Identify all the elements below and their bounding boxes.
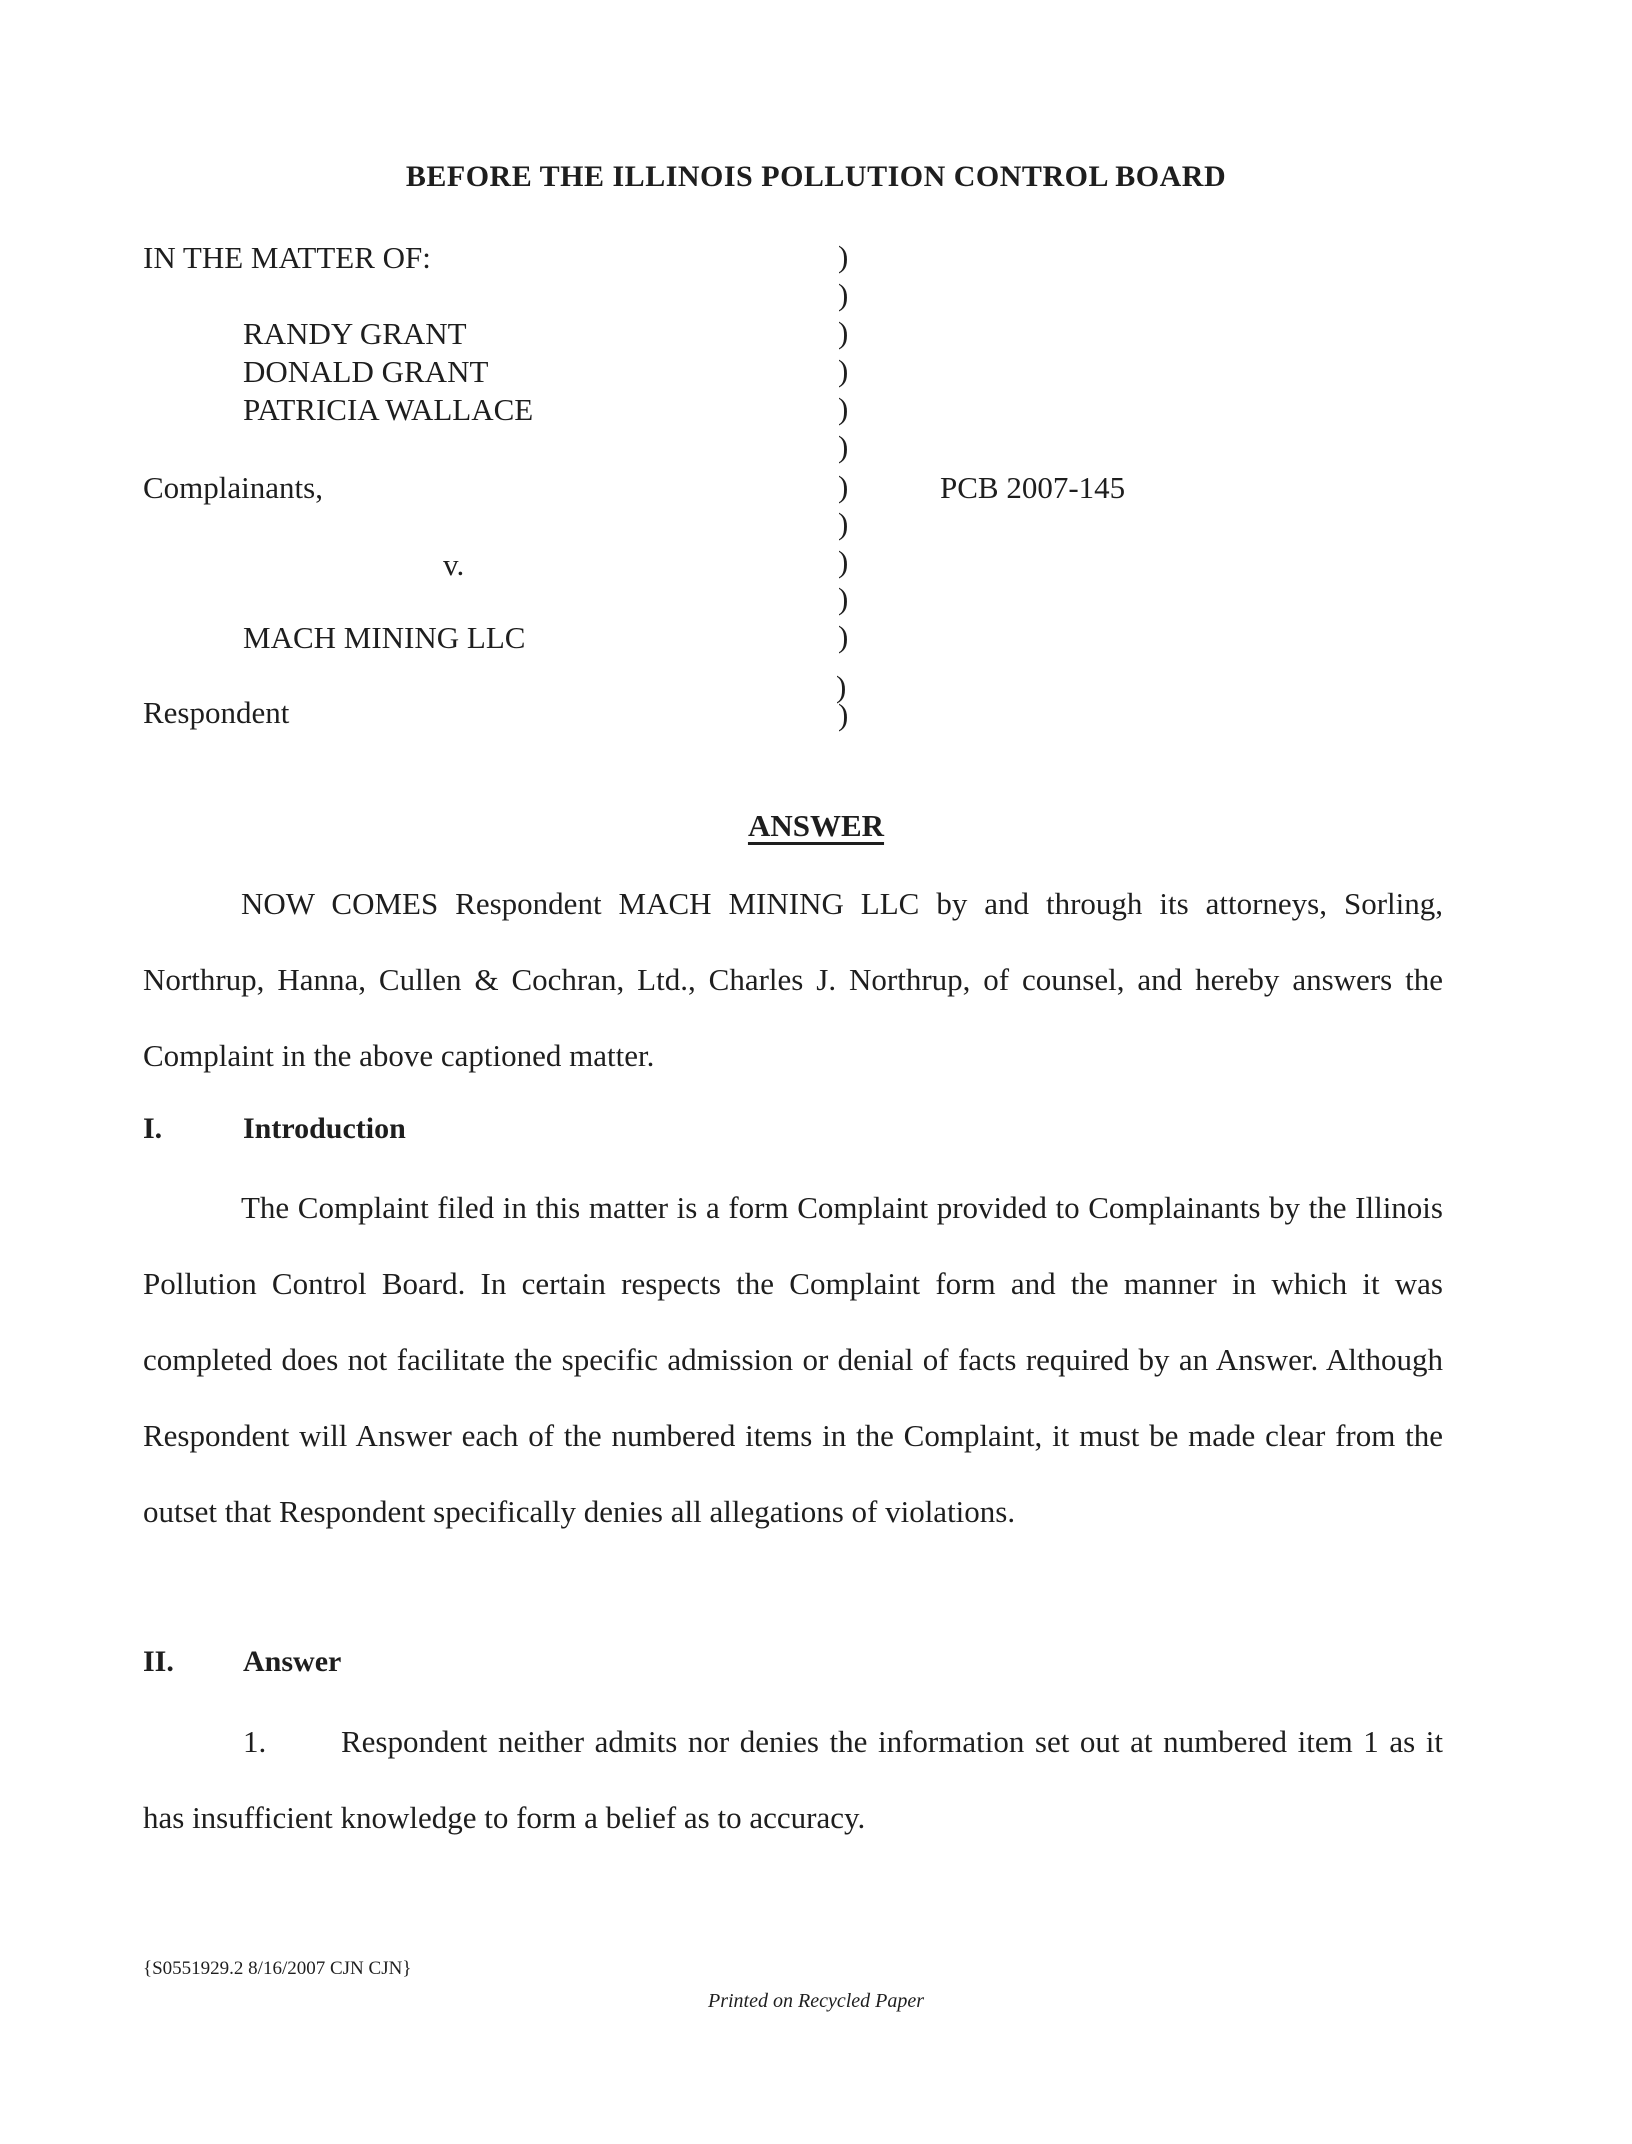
- answer-heading: [0, 808, 1632, 844]
- complainant-name: RANDY GRANT: [243, 316, 467, 351]
- answer-heading-text: ANSWER: [747, 808, 885, 843]
- complainant-name: PATRICIA WALLACE: [243, 392, 534, 427]
- complainants-label: Complainants,: [143, 470, 323, 505]
- page-title: BEFORE THE ILLINOIS POLLUTION CONTROL BOARD: [405, 160, 1227, 193]
- versus-label: v.: [443, 547, 465, 582]
- caption-in-the-matter: IN THE MATTER OF:: [143, 240, 431, 275]
- respondent-name: MACH MINING LLC: [243, 620, 526, 655]
- caption-paren: ): [838, 239, 849, 274]
- caption-paren: ): [838, 619, 849, 654]
- caption-paren: ): [838, 506, 849, 541]
- caption-paren: ): [838, 391, 849, 426]
- section-heading: Introduction: [243, 1112, 406, 1145]
- section-number: I.: [143, 1112, 163, 1145]
- intro-paragraph: NOW COMES Respondent MACH MINING LLC by and through its attorneys, Sorling, Northrup, Hanna, Cullen & Cochran, Ltd., Charles J. Northrup, of counsel, and hereby answers the Complaint in the above captioned matter.: [143, 886, 1443, 1073]
- case-number: PCB 2007-145: [940, 470, 1126, 505]
- answer-item-number: 1.: [243, 1724, 267, 1759]
- section-number: II.: [143, 1645, 174, 1678]
- document-id: {S0551929.2 8/16/2007 CJN CJN}: [143, 1958, 412, 1979]
- caption-paren: ): [838, 429, 849, 464]
- caption-paren: ): [838, 469, 849, 504]
- caption-paren: ): [838, 581, 849, 616]
- caption-paren: ): [838, 315, 849, 350]
- complainant-name: DONALD GRANT: [243, 354, 489, 389]
- caption-paren: ): [838, 544, 849, 579]
- recycled-paper-note: Printed on Recycled Paper: [707, 1990, 925, 2012]
- section-paragraph: The Complaint filed in this matter is a form Complaint provided to Complainants by the Illinois Pollution Control Board. In certain respects the Complaint form and the manner in which it was completed does not facilitate the specific admission or denial of facts required by an Answer. Although Respondent will Answer each of the numbered items in the Complaint, it must be made clear from the outset that Respondent specifically denies all allegations of violations.: [143, 1190, 1443, 1529]
- section-heading: Answer: [243, 1645, 342, 1678]
- caption-paren: ): [836, 669, 847, 704]
- caption-paren: ): [838, 697, 849, 732]
- caption-paren: ): [838, 277, 849, 312]
- caption-paren: ): [838, 353, 849, 388]
- respondent-label: Respondent: [143, 695, 290, 730]
- answer-item-text: Respondent neither admits nor denies the information set out at numbered item 1 as it has insufficient knowledge to form a belief as to accuracy.: [143, 1724, 1443, 1835]
